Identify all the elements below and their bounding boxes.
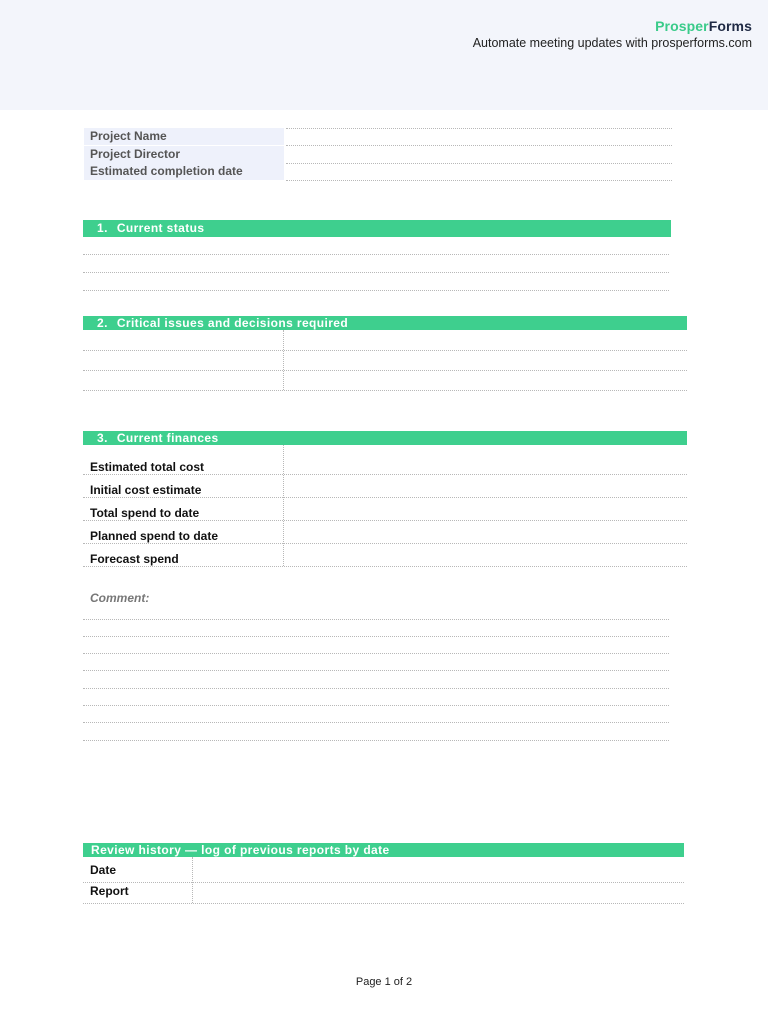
comment-line[interactable] [83, 653, 669, 654]
brand-name-part2: Forms [708, 18, 752, 34]
comment-line[interactable] [83, 688, 669, 689]
estimated-completion-field[interactable] [286, 163, 672, 164]
current-finances-header [83, 431, 687, 445]
status-line[interactable] [83, 290, 669, 291]
status-line[interactable] [83, 272, 669, 273]
project-name-label: Project Name [84, 128, 284, 145]
section-number: 2. [97, 316, 108, 330]
project-director-field[interactable] [286, 145, 672, 146]
current-status-header [83, 220, 671, 237]
review-report-field[interactable] [83, 903, 684, 904]
review-date-field[interactable] [83, 882, 684, 883]
section-number: 3. [97, 431, 108, 445]
review-date-label: Date [90, 863, 117, 877]
section-title: Current finances [116, 431, 219, 445]
comment-line[interactable] [83, 722, 669, 723]
column-divider [283, 330, 284, 390]
critical-issues-header [83, 316, 687, 330]
comment-line[interactable] [83, 705, 669, 706]
initial-cost-estimate-label: Initial cost estimate [90, 483, 202, 497]
column-divider [192, 857, 193, 903]
section-title: Current status [116, 221, 205, 235]
project-name-field[interactable] [286, 128, 672, 129]
review-history-header: Review history — log of previous reports by date [83, 843, 684, 857]
finance-row-line[interactable] [83, 543, 687, 544]
planned-spend-label: Planned spend to date [90, 529, 219, 543]
finance-row-line[interactable] [83, 497, 687, 498]
comment-line[interactable] [83, 740, 669, 741]
total-spend-label: Total spend to date [90, 506, 200, 520]
estimated-total-cost-label: Estimated total cost [90, 460, 205, 474]
section-number: 1. [97, 221, 108, 235]
issues-row-line[interactable] [83, 390, 687, 391]
issues-row-line[interactable] [83, 350, 687, 351]
estimated-completion-label: Estimated completion date [84, 163, 284, 180]
column-divider [283, 445, 284, 566]
finance-row-line[interactable] [83, 474, 687, 475]
section-title: Critical issues and decisions required [116, 316, 349, 330]
brand-logo [655, 18, 752, 34]
forecast-spend-label: Forecast spend [90, 552, 179, 566]
finance-row-line[interactable] [83, 566, 687, 567]
issues-row-line[interactable] [83, 370, 687, 371]
header-band [0, 0, 768, 110]
comment-line[interactable] [83, 636, 669, 637]
comment-label: Comment: [90, 591, 150, 605]
project-director-label: Project Director [84, 146, 284, 163]
status-line[interactable] [83, 254, 669, 255]
brand-name-part1: Prosper [655, 18, 709, 34]
comment-line[interactable] [83, 619, 669, 620]
info-bottom-line [286, 180, 672, 181]
page-number: Page 1 of 2 [355, 976, 413, 988]
review-report-label: Report [90, 884, 129, 898]
finance-row-line[interactable] [83, 520, 687, 521]
header-tagline: Automate meeting updates with prosperforms.com [472, 36, 752, 50]
comment-line[interactable] [83, 670, 669, 671]
